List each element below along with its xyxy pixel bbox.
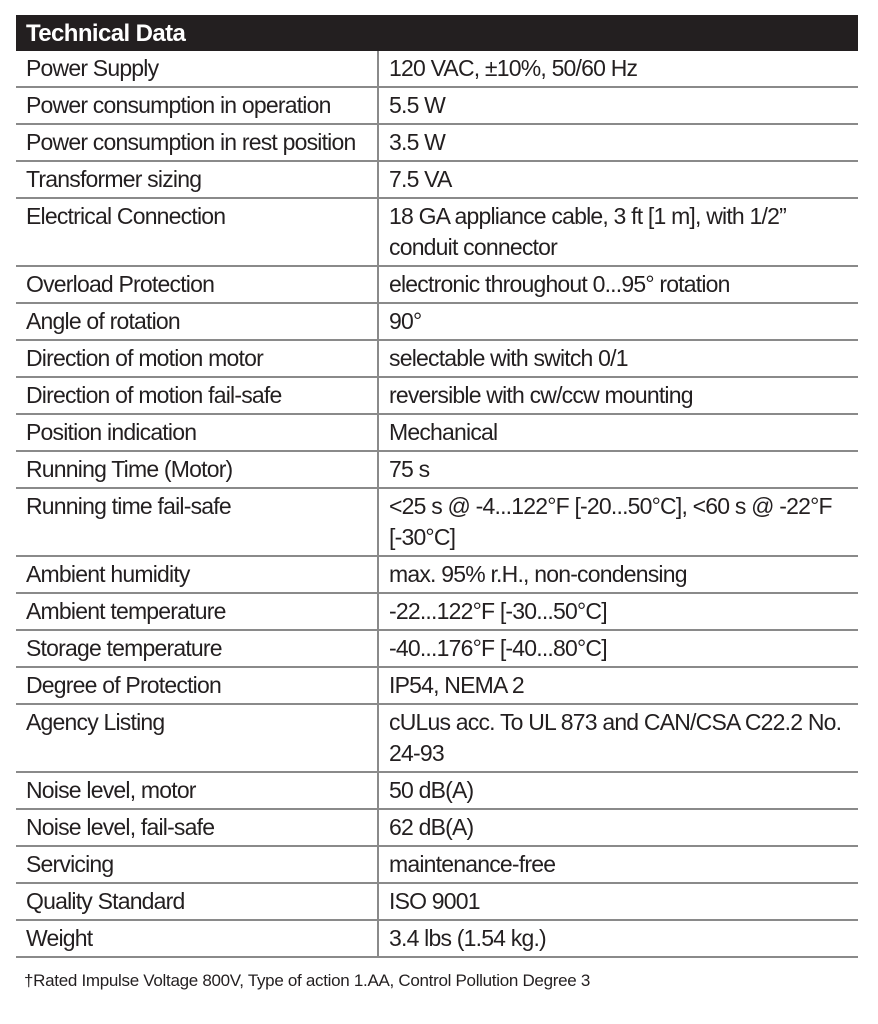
row-label: Quality Standard: [16, 884, 379, 919]
table-row: [16, 884, 858, 921]
table-row: [16, 594, 858, 631]
table-row: [16, 378, 858, 415]
row-value: max. 95% r.H., non-condensing: [389, 561, 687, 587]
row-value: -40...176°F [-40...80°C]: [389, 635, 607, 661]
row-label: Degree of Protection: [16, 668, 379, 703]
row-label: Overload Protection: [16, 267, 379, 302]
row-label: Direction of motion motor: [16, 341, 379, 376]
table-row: [16, 773, 858, 810]
table-row: [16, 705, 858, 773]
row-label: Ambient humidity: [16, 557, 379, 592]
table-row: [16, 162, 858, 199]
row-label: Weight: [16, 921, 379, 956]
row-value: electronic throughout 0...95° rotation: [389, 271, 730, 297]
footnote: †Rated Impulse Voltage 800V, Type of action 1.AA, Control Pollution Degree 3: [24, 971, 590, 990]
row-value: -22...122°F [-30...50°C]: [389, 598, 607, 624]
row-value: maintenance-free: [389, 851, 556, 877]
table-row: [16, 847, 858, 884]
row-value: ISO 9001: [389, 888, 480, 914]
table-row: [16, 199, 858, 267]
table-row: [16, 415, 858, 452]
row-label: Direction of motion fail-safe: [16, 378, 379, 413]
row-label: Noise level, motor: [16, 773, 379, 808]
row-value: 18 GA appliance cable, 3 ft [1 m], with 1/2” conduit connector: [389, 203, 786, 260]
row-value: 3.4 lbs (1.54 kg.): [389, 925, 546, 951]
table-title: Technical Data: [16, 15, 858, 51]
row-label: Power consumption in rest position: [16, 125, 379, 160]
row-value: reversible with cw/ccw mounting: [389, 382, 693, 408]
row-label: Power consumption in operation: [16, 88, 379, 123]
table-row: [16, 668, 858, 705]
table-row: [16, 125, 858, 162]
row-label: Running Time (Motor): [16, 452, 379, 487]
row-label: Servicing: [16, 847, 379, 882]
row-value: <25 s @ -4...122°F [-20...50°C], <60 s @ -22°F [-30°C]: [389, 493, 832, 550]
row-label: Position indication: [16, 415, 379, 450]
row-label: Electrical Connection: [16, 199, 379, 265]
table-body: [16, 51, 858, 958]
row-label: Ambient temperature: [16, 594, 379, 629]
row-label: Storage temperature: [16, 631, 379, 666]
row-value: 90°: [389, 308, 422, 334]
table-row: [16, 631, 858, 668]
table-row: [16, 810, 858, 847]
row-label: Transformer sizing: [16, 162, 379, 197]
row-value: 7.5 VA: [389, 166, 452, 192]
row-label: Angle of rotation: [16, 304, 379, 339]
row-label: Noise level, fail-safe: [16, 810, 379, 845]
row-value: 120 VAC, ±10%, 50/60 Hz: [389, 55, 638, 81]
row-value: 75 s: [389, 456, 430, 482]
row-value: Mechanical: [389, 419, 498, 445]
table-row: [16, 452, 858, 489]
row-label: Running time fail-safe: [16, 489, 379, 555]
technical-data-table: [16, 15, 858, 958]
row-value: IP54, NEMA 2: [389, 672, 524, 698]
table-row: [16, 51, 858, 88]
table-row: [16, 921, 858, 958]
table-row: [16, 341, 858, 378]
row-value: 62 dB(A): [389, 814, 474, 840]
row-value: 5.5 W: [389, 92, 446, 118]
row-label: Agency Listing: [16, 705, 379, 771]
row-value: selectable with switch 0/1: [389, 345, 628, 371]
row-value: cULus acc. To UL 873 and CAN/CSA C22.2 No. 24-93: [389, 709, 842, 766]
table-row: [16, 304, 858, 341]
table-row: [16, 489, 858, 557]
row-value: 3.5 W: [389, 129, 446, 155]
row-value: 50 dB(A): [389, 777, 474, 803]
table-row: [16, 88, 858, 125]
row-label: Power Supply: [16, 51, 379, 86]
table-row: [16, 267, 858, 304]
table-row: [16, 557, 858, 594]
